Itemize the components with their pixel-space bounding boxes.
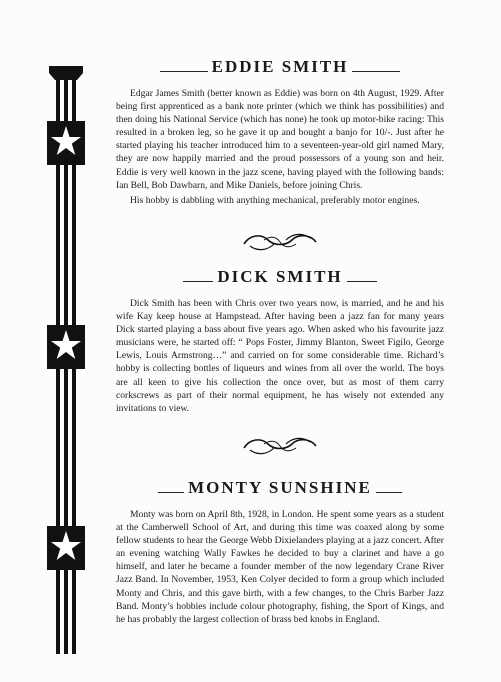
section-heading [116,476,444,500]
star-icon [47,526,85,570]
paragraph: His hobby is dabbling with anything mechanical, preferably motor engines. [130,194,420,206]
section-heading [116,265,444,289]
section-title: EDDIE SMITH [211,57,349,76]
heading-rule-right [352,71,400,72]
star-icon [47,325,85,369]
section-title: DICK SMITH [217,267,343,286]
left-decorative-sidebar [46,0,86,682]
paragraph: Edgar James Smith (better known as Eddie) was born on 4th August, 1929. After being first apprenticed as a bank note printer (which we think has possibilities) and then doing his National Service (which has none) he took up motor-bike racing: This resulted in a broken leg, so he gave it up and bought a banjo for 10/-. Just after he started playing his teacher introduced him to a seventeen-year-old girl named Mary, they are now happily married and the proud possessors of a young son and heir. Eddie is very well known in the jazz scene, having played with the following bands: Ian Bell, Bob Dawbarn, and Mike Daniels, before joining Chris. [116,88,444,191]
section-eddie-smith [116,55,444,207]
section-title: MONTY SUNSHINE [188,478,372,497]
heading-rule-left [160,71,208,72]
paragraph: Dick Smith has been with Chris over two years now, is married, and he and his wife Kay keep house at Hampstead. After having been a jazz fan for many years Dick started playing a bass about five years ago. When asked who his favourite jazz musicians were, he started off: “ Pops Foster, Jimmy Blanton, Sweet Figilo, George Lewis, Louis Armstrong…” and carried on for some considerable time. Richard’s hobby is collecting bottles of liqueurs and wines from all over the world. The boys are all keen to give his collection the once over, but as most of them carry corkscrews as part of their normal equipment, he has wisely not extended any invitations to view. [116,298,444,414]
heading-rule-right [376,492,402,493]
heading-rule-left [158,492,184,493]
flourish-ornament-icon [116,230,444,254]
heading-rule-right [347,281,377,282]
section-dick-smith [116,265,444,415]
section-heading [116,55,444,79]
star-icon [47,121,85,165]
heading-rule-left [183,281,213,282]
section-monty-sunshine [116,476,444,626]
flourish-ornament-icon [116,434,444,458]
paragraph: Monty was born on April 8th, 1928, in London. He spent some years as a student at the Camberwell School of Art, and during this time was coaxed along by some fellow students to hear the George Webb Dixielanders playing at a jazz concert. After an evening watching Wally Fawkes he decided to buy a clarinet and have a go himself, and later he became a founder member of the now legendary Crane River Jazz Band. In November, 1953, Ken Colyer decided to form a group which included Monty and Chris, and this gave birth, with a few changes, to the Chris Barber Jazz Band. Monty’s hobbies include colour photography, fishing, the Sport of Kings, and he has probably the largest collection of brass bed knobs in England. [116,509,444,625]
